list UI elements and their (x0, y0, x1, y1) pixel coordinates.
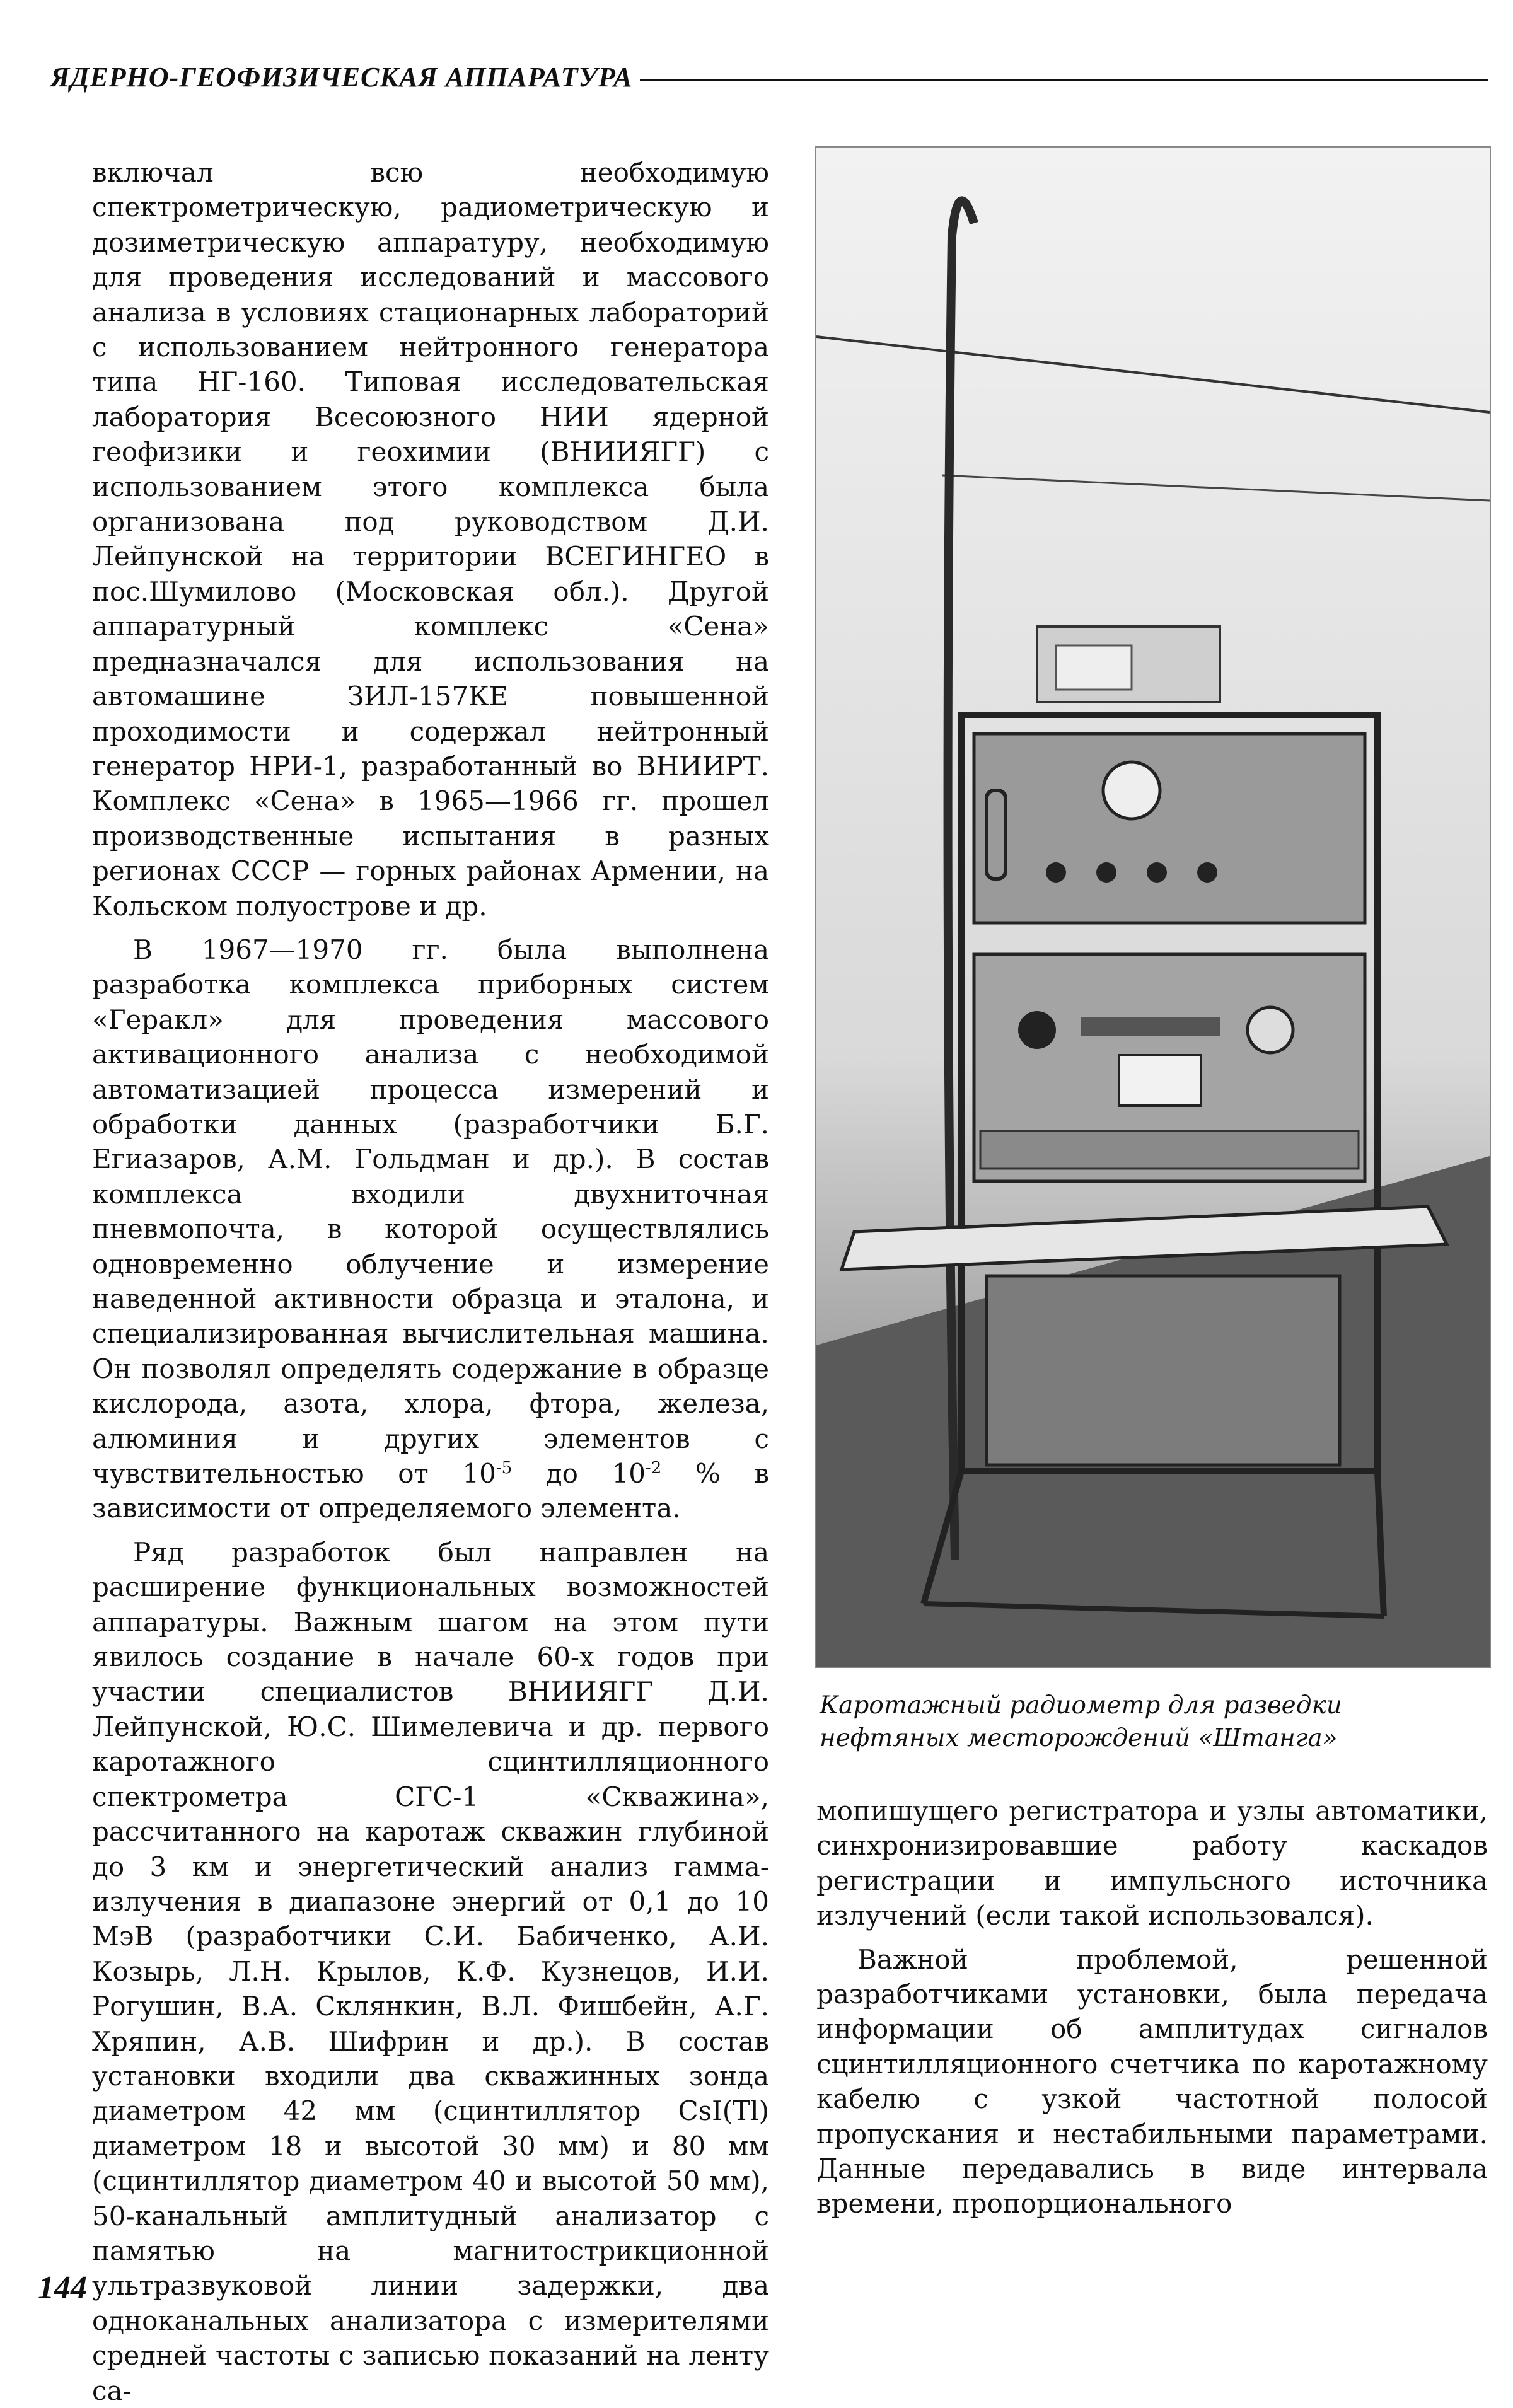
paragraph-data-transfer: Важной проблемой, решенной разработчиками установки, была передача информации об амплитудах сигналов сцинтилляционного счетчика по каротажному кабелю с узкой частотной полосой пропускания и нестабильными параметрами. Данные передавались в виде интервала времени, пропорционального (816, 1943, 1488, 2220)
paragraph-recorder: мопишущего регистратора и узлы автоматики, синхронизировавшие работу каскадов регистрации и импульсного источника излучений (если такой использовался). (816, 1795, 1488, 1931)
paragraph-gerakl-end: % в зависимости от определяемого элемента. (92, 1458, 769, 1524)
right-text-column (816, 1793, 1488, 2221)
paragraph-continuation: включал всю необходимую спектрометрическую, радиометрическую и дозиметрическую аппаратуру, необходимую для проведения исследований и массового анализа в условиях стационарных лабораторий с использованием нейтронного генератора типа НГ-160. Типовая исследовательская лаборатория Всесоюзного НИИ ядерной геофизики и геохимии (ВНИИЯГГ) с использованием этого комплекса была организована под руководством Д.И. Лейпунской на территории ВСЕГИНГЕО в пос.Шумилово (Московская обл.). Другой аппаратурный комплекс «Сена» предназначался для использования на автомашине ЗИЛ-157КЕ повышенной проходимости и содержал нейтронный генератор НРИ-1, разработанный во ВНИИРТ. Комплекс «Сена» в 1965—1966 гг. прошел производственные испытания в разных регионах СССР — горных районах Армении, на Кольском полуострове и др. (92, 157, 769, 922)
left-text-column (92, 155, 769, 2408)
running-header-title: ЯДЕРНО-ГЕОФИЗИЧЕСКАЯ АППАРАТУРА (50, 61, 633, 93)
paragraph-gerakl-text: В 1967—1970 гг. была выполнена разработка комплекса приборных систем «Геракл» для проведения массового активационного анализа с необходимой автоматизацией процесса измерений и обработки данных (разработчики Б.Г. Егиазаров, А.М. Гольдман и др.). В состав комплекса входили двухниточная пневмопочта, в которой осуществлялись одновременно облучение и измерение наведенной активности образца и эталона, и специализированная вычислительная машина. Он позволял определять содержание в образце кислорода, азота, хлора, фтора, железа, алюминия и других элементов с чувствительностью от 10 (92, 934, 769, 1490)
running-header (50, 58, 1488, 96)
paragraph-gerakl-mid: до 10 (512, 1458, 646, 1490)
page-number: 144 (38, 2270, 87, 2306)
figure-caption: Каротажный радиометр для разведки нефтяных месторождений «Штанга» (820, 1691, 1342, 1752)
radiometer-illustration (816, 148, 1490, 1667)
header-rule (640, 79, 1488, 81)
radiometer-photo (815, 146, 1491, 1668)
paragraph-sgs1: Ряд разработок был направлен на расширение функциональных возможностей аппаратуры. Важным шагом на этом пути явилось создание в начале 60-х годов при участии специалистов ВНИИЯГГ Д.И. Лейпунской, Ю.С. Шимелевича и др. первого каротажного сцинтилляционного спектрометра СГС-1 «Скважина», рассчитанного на каротаж скважин глубиной до 3 км и энергетический анализ гамма-излучения в диапазоне энергий от 0,1 до 10 МэВ (разработчики С.И. Бабиченко, А.И. Козырь, Л.Н. Крылов, К.Ф. Кузнецов, И.И. Рогушин, В.А. Склянкин, В.Л. Фишбейн, А.Г. Хряпин, А.В. Шифрин и др.). В состав установки входили два скважинных зонда диаметром 42 мм (сцинтиллятор CsI(Tl) диаметром 18 и высотой 30 мм) и 80 мм (сцинтиллятор диаметром 40 и высотой 50 мм), 50-канальный амплитудный анализатор с памятью на магнитострикционной ультразвуковой линии задержки, два одноканальных анализатора с измерителями средней частоты с записью показаний на ленту са- (92, 1536, 769, 2406)
exponent-minus-5: -5 (496, 1459, 513, 1478)
paragraph-gerakl (92, 932, 769, 1526)
exponent-minus-2: -2 (645, 1459, 662, 1478)
